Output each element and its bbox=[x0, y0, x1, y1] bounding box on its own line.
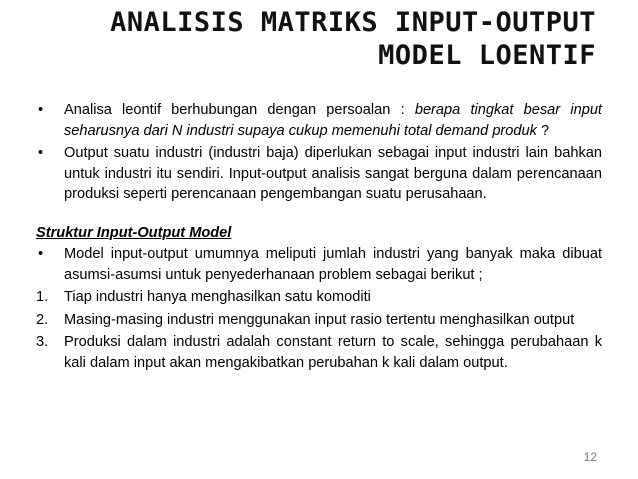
bullet-text: Model input-output umumnya meliputi jumlah industri yang banyak maka dibuat asumsi-asumsi untuk penyederhanaan problem sebagai berikut ; bbox=[64, 246, 602, 283]
numbered-text: Produksi dalam industri adalah constant return to scale, sehingga perubahaan k kali dalam input akan mengakibatkan perubahan k kali dalam output. bbox=[64, 334, 602, 371]
numbered-text: Tiap industri hanya menghasilkan satu komoditi bbox=[64, 289, 371, 305]
bullet-item-model bbox=[36, 244, 602, 285]
bullet-text-suffix: ? bbox=[536, 122, 550, 139]
bullet-text-prefix: Analisa leontif berhubungan dengan persoalan : bbox=[64, 102, 415, 118]
page-number: 12 bbox=[583, 450, 597, 464]
bullet-text: Output suatu industri (industri baja) diperlukan sebagai input industri lain bahkan untuk industri itu sendiri. Input-output analisis sangat berguna dalam perencanaan produksi seperti perencanaan pengembangan suatu perusahaan. bbox=[64, 145, 602, 202]
number-marker: 2. bbox=[36, 311, 49, 328]
slide-content bbox=[36, 100, 602, 375]
bullet-marker: • bbox=[38, 145, 44, 161]
section-heading: Struktur Input-Output Model bbox=[36, 224, 232, 241]
bullet-text-italic: berapa tingkat besar input seharusnya dari N industri supaya cukup memenuhi total demand produk bbox=[64, 102, 602, 139]
bullet-item-leontif bbox=[36, 100, 602, 141]
numbered-text: Masing-masing industri menggunakan input rasio tertentu menghasilkan output bbox=[64, 311, 575, 328]
slide-title bbox=[110, 6, 596, 72]
numbered-item-3 bbox=[36, 332, 602, 373]
slide-title-line-2: MODEL LOENTIF bbox=[378, 40, 596, 71]
number-marker: 3. bbox=[36, 334, 49, 350]
number-marker: 1. bbox=[36, 289, 49, 305]
bullet-marker: • bbox=[38, 246, 44, 262]
bullet-marker: • bbox=[38, 102, 44, 118]
numbered-item-1 bbox=[36, 287, 602, 308]
numbered-item-2 bbox=[36, 310, 602, 331]
bullet-item-output bbox=[36, 143, 602, 205]
slide-title-line-1: ANALISIS MATRIKS INPUT-OUTPUT bbox=[110, 7, 596, 38]
